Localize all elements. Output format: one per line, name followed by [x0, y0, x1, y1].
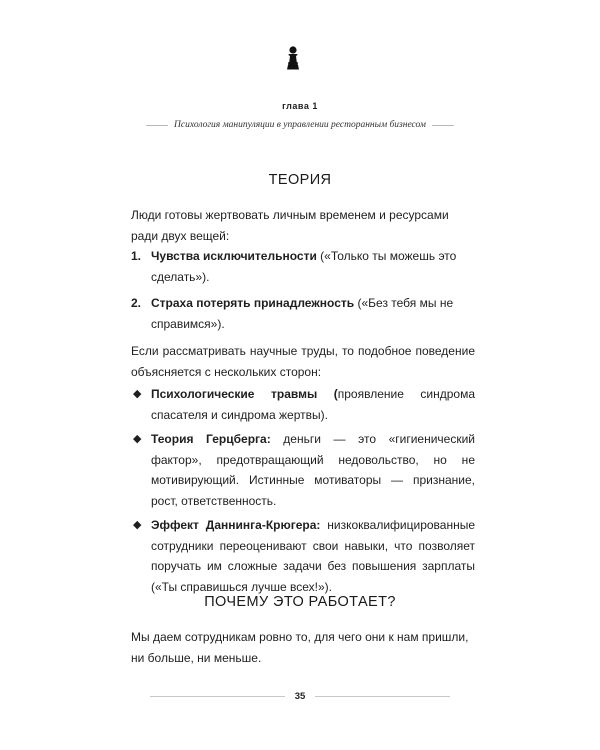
chapter-label: глава 1 [282, 101, 318, 111]
theory-intro-paragraph: Люди готовы жертвовать личным временем и ресурсами ради двух вещей: [131, 208, 449, 243]
list-item-text: проявление синдрома спасателя и синдрома жертвы). [151, 387, 476, 422]
diamond-bullet-icon: ◆ [133, 519, 142, 531]
research-block [131, 341, 475, 597]
chapter-subtitle-row [150, 120, 450, 130]
diamond-bullet-icon: ◆ [133, 388, 142, 400]
list-item-text: низкоквалифицированные сотрудники переоценивают свои навыки, что позволяет поручать им сложные задачи без повышения зарплаты («Ты справишься лучше всех!»). [151, 518, 476, 594]
list-number: 1. [131, 249, 142, 263]
why-paragraph: Мы даем сотрудникам ровно то, для чего они к нам пришли, ни больше, ни меньше. [131, 630, 469, 665]
list-item-text: деньги — это «гигиенический фактор», предотвращающий недовольство, но не мотивирующий. Истинные мотиваторы — признание, рост, ответственность. [151, 432, 476, 508]
divider [150, 696, 285, 697]
research-intro-paragraph: Если рассматривать научные труды, то подобное поведение объясняется с нескольких сторон: [131, 344, 475, 379]
list-item [131, 384, 475, 425]
section-title-why: ПОЧЕМУ ЭТО РАБОТАЕТ? [204, 594, 396, 610]
list-item-term: Страха потерять принадлежность [151, 296, 355, 310]
chapter-subtitle: Психология манипуляции в управлении ресторанным бизнесом [174, 120, 426, 130]
numbered-list [131, 246, 475, 340]
pawn-icon [285, 46, 301, 70]
list-item-text: («Только ты можешь это сделать»). [151, 249, 457, 284]
section-title-theory: ТЕОРИЯ [268, 172, 332, 188]
page-footer [150, 691, 450, 702]
page-number: 35 [294, 691, 306, 702]
divider [146, 125, 168, 126]
divider [315, 696, 450, 697]
list-item-term: Эффект Даннинга-Крюгера: [151, 518, 321, 532]
list-item [131, 293, 475, 334]
list-item [131, 429, 475, 511]
list-item-term: Теория Герцберга: [151, 432, 271, 446]
list-number: 2. [131, 296, 142, 310]
list-item-term: Психологические травмы ( [151, 387, 338, 401]
list-item [131, 515, 475, 597]
list-item-term: Чувства исключительности [151, 249, 317, 263]
list-item-text: («Без тебя мы не справимся»). [151, 296, 454, 331]
divider [432, 125, 454, 126]
list-item [131, 246, 475, 287]
diamond-bullet-icon: ◆ [133, 433, 142, 445]
